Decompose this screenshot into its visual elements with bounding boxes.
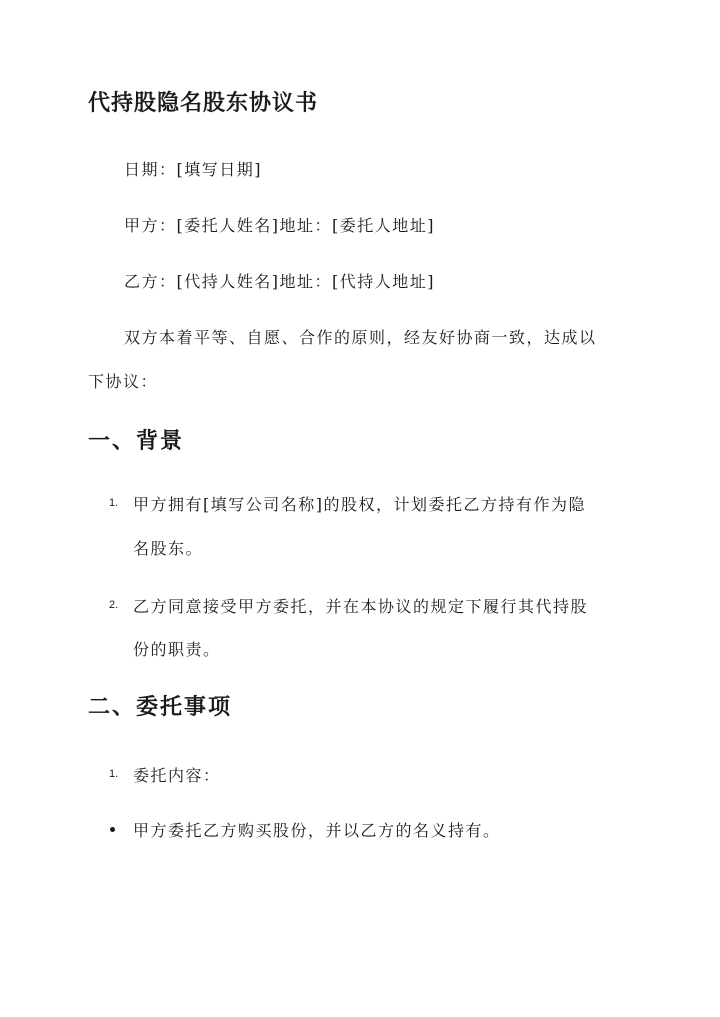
list-item-text-line-2: 份的职责。 xyxy=(133,640,221,659)
bullet-item-text: 甲方委托乙方购买股份，并以乙方的名义持有。 xyxy=(133,821,501,840)
intro-paragraph-line-2: 下协议： xyxy=(88,372,159,391)
list-item-number: 2. xyxy=(109,599,119,611)
party-a-line: 甲方：[委托人姓名]地址：[委托人地址] xyxy=(124,216,435,235)
list-item-number: 1. xyxy=(109,497,119,509)
list-item-text-line-2: 名股东。 xyxy=(133,539,204,558)
list-item-text-line-1: 委托内容： xyxy=(133,766,221,785)
section-heading-entrusted-matters: 二、委托事项 xyxy=(88,694,233,720)
date-line: 日期：[填写日期] xyxy=(124,160,262,179)
list-item-text-line-1: 甲方拥有[填写公司名称]的股权，计划委托乙方持有作为隐 xyxy=(133,495,586,514)
list-item-text-line-1: 乙方同意接受甲方委托，并在本协议的规定下履行其代持股 xyxy=(133,597,589,616)
intro-paragraph-line-1: 双方本着平等、自愿、合作的原则，经友好协商一致，达成以 xyxy=(124,328,597,347)
section-heading-background: 一、背景 xyxy=(88,428,185,454)
bullet-dot-icon xyxy=(110,827,115,832)
document-title: 代持股隐名股东协议书 xyxy=(88,90,319,116)
list-item-number: 1. xyxy=(109,768,119,780)
party-b-line: 乙方：[代持人姓名]地址：[代持人地址] xyxy=(124,272,435,291)
